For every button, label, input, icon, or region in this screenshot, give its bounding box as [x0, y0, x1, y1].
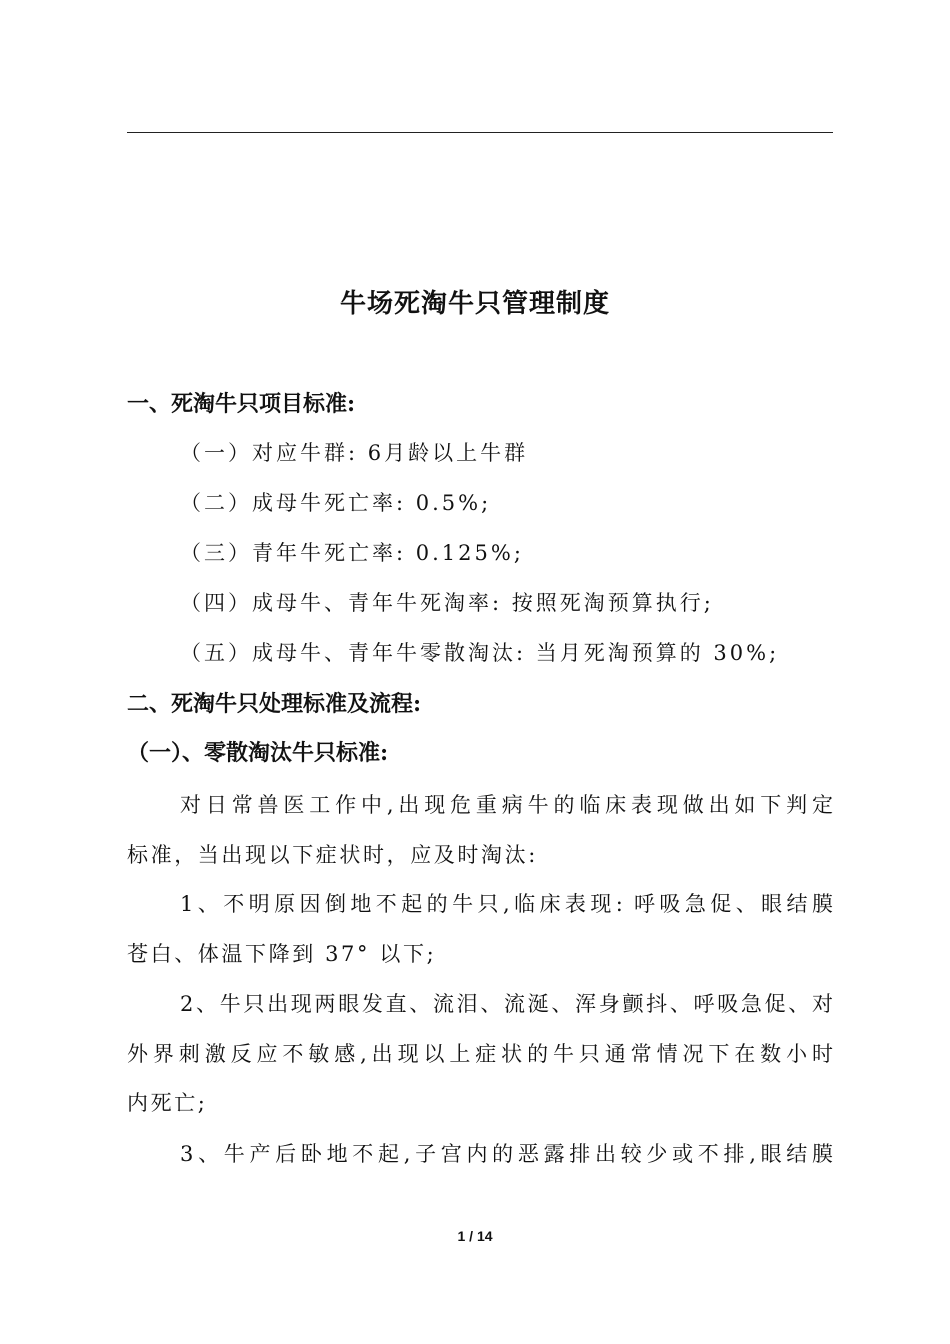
paragraph-3-line-1: 3、牛产后卧地不起,子宫内的恶露排出较少或不排,眼结膜: [180, 1142, 833, 1166]
paragraph-1-line-1: 1、不明原因倒地不起的牛只,临床表现: 呼吸急促、眼结膜: [180, 892, 833, 916]
section-1-item-2: （二）成母牛死亡率: 0.5%;: [180, 491, 492, 515]
paragraph-2-line-2: 外界刺激反应不敏感,出现以上症状的牛只通常情况下在数小时: [127, 1042, 833, 1066]
page-number: 1 / 14: [457, 1228, 493, 1244]
section-1-heading: 一、死淘牛只项目标准:: [127, 391, 356, 417]
header-rule: [127, 132, 833, 133]
section-1-item-1: （一）对应牛群: 6月龄以上牛群: [180, 441, 529, 465]
paragraph-1-line-2: 苍白、体温下降到 37° 以下;: [127, 942, 437, 966]
document-title: 牛场死淘牛只管理制度: [339, 289, 610, 319]
paragraph-2-line-3: 内死亡;: [127, 1091, 208, 1115]
section-1-item-5: （五）成母牛、青年牛零散淘汰: 当月死淘预算的 30%;: [180, 641, 780, 665]
section-1-item-3: （三）青年牛死亡率: 0.125%;: [180, 541, 524, 565]
intro-paragraph-line-1: 对日常兽医工作中,出现危重病牛的临床表现做出如下判定: [180, 793, 833, 817]
intro-paragraph-line-2: 标准，当出现以下症状时，应及时淘汰:: [127, 843, 538, 867]
section-2-subheading: （一）、零散淘汰牛只标准:: [127, 740, 389, 766]
section-1-item-4: （四）成母牛、青年牛死淘率: 按照死淘预算执行;: [180, 591, 714, 615]
paragraph-2-line-1: 2、牛只出现两眼发直、流泪、流涎、浑身颤抖、呼吸急促、对: [180, 992, 833, 1016]
section-2-heading: 二、死淘牛只处理标准及流程:: [127, 691, 422, 717]
